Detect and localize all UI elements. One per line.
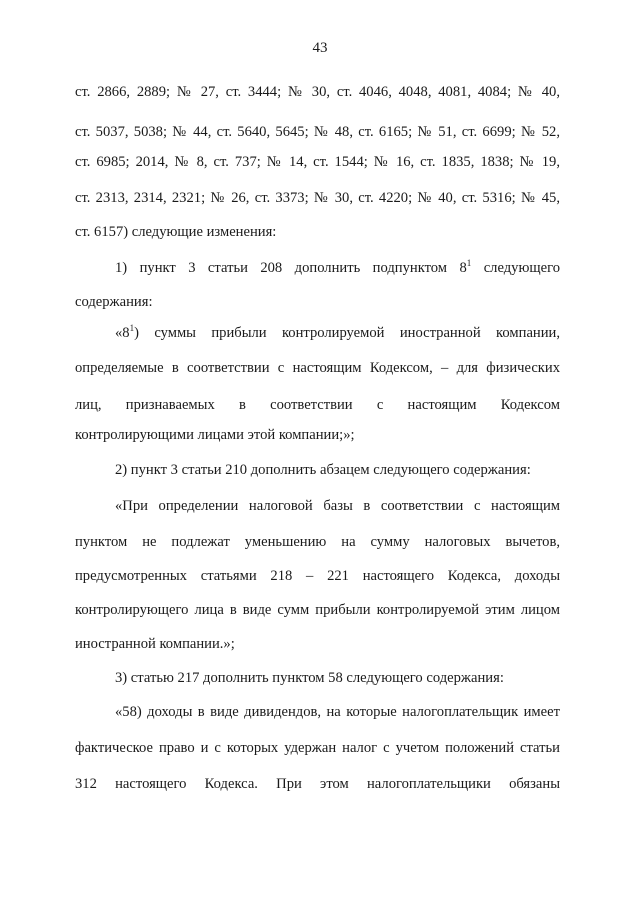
text-segment: 1) пункт 3 статьи 208 дополнить подпунктом 8 [115,260,467,276]
text-line: ст. 5037, 5038; № 44, ст. 5640, 5645; № 48, ст. 6165; № 51, ст. 6699; № 52, [75,124,560,140]
text-line: лиц, признаваемых в соответствии с настоящим Кодексом [75,397,560,413]
superscript: 1 [466,258,472,268]
text-line: ст. 2866, 2889; № 27, ст. 3444; № 30, ст. 4046, 4048, 4081, 4084; № 40, [75,84,560,100]
text-line [115,258,560,278]
text-segment: ) суммы прибыли контролируемой иностранной компании, [134,325,560,341]
text-line: иностранной компании.»; [75,636,235,652]
text-line: контролирующего лица в виде сумм прибыли контролируемой этим лицом [75,602,560,618]
text-line: 312 настоящего Кодекса. При этом налогоплательщики обязаны [75,776,560,792]
text-line: пунктом не подлежат уменьшению на сумму налоговых вычетов, [75,534,560,550]
text-line: предусмотренных статьями 218 – 221 настоящего Кодекса, доходы [75,568,560,584]
text-line: контролирующими лицами этой компании;»; [75,427,355,443]
text-line: ст. 6985; 2014, № 8, ст. 737; № 14, ст. 1544; № 16, ст. 1835, 1838; № 19, [75,154,560,170]
text-line: «При определении налоговой базы в соответствии с настоящим [115,498,560,514]
text-line [115,323,560,343]
text-segment: «8 [115,325,130,341]
page-number: 43 [312,40,328,56]
text-line: ст. 2313, 2314, 2321; № 26, ст. 3373; № 30, ст. 4220; № 40, ст. 5316; № 45, [75,190,560,206]
text-line: ст. 6157) следующие изменения: [75,224,277,240]
text-line: «58) доходы в виде дивидендов, на которые налогоплательщик имеет [115,704,560,720]
text-segment: следующего [471,260,560,276]
text-line: фактическое право и с которых удержан налог с учетом положений статьи [75,740,560,756]
text-line: 3) статью 217 дополнить пунктом 58 следующего содержания: [115,670,504,686]
text-line: 2) пункт 3 статьи 210 дополнить абзацем следующего содержания: [115,462,531,478]
superscript: 1 [129,323,135,333]
text-line: определяемые в соответствии с настоящим Кодексом, – для физических [75,360,560,376]
text-line: содержания: [75,294,153,310]
